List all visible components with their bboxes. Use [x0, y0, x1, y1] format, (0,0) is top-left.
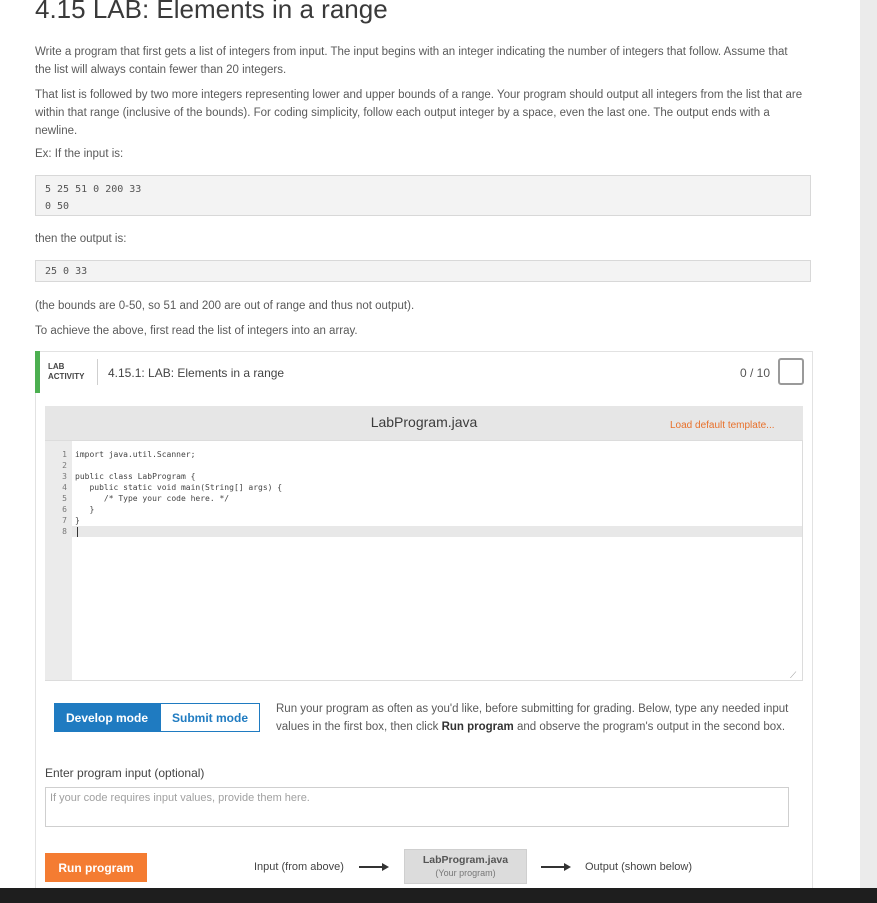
- lab-accent-bar: [35, 351, 40, 393]
- bottom-bar: [0, 888, 877, 903]
- instructions-paragraph-1: Write a program that first gets a list of integers from input. The input begins with an integer indicating the number of integers that follow. Assume that the list will always contain fewer than 20 integers.: [35, 46, 788, 76]
- example-intro: Ex: If the input is:: [35, 148, 124, 160]
- load-default-template-link[interactable]: Load default template...: [670, 420, 775, 431]
- mode-note-run-program: Run program: [441, 721, 514, 733]
- arrow-right-icon: [541, 863, 571, 871]
- code-line: }: [75, 505, 95, 514]
- line-number: 7: [62, 516, 67, 525]
- line-number: 4: [62, 483, 67, 492]
- line-number: 3: [62, 472, 67, 481]
- instructions-paragraph-2: That list is followed by two more integers representing lower and upper bounds of a range. Your program should output all integers from the list that are within that range (inclusive of the bounds). For coding simplicity, follow each output integer by a space, even the last one. The output ends with a newline.: [35, 89, 803, 137]
- lab-activity-title: 4.15.1: LAB: Elements in a range: [108, 366, 285, 380]
- code-line: /* Type your code here. */: [75, 494, 230, 503]
- code-line: public class LabProgram {: [75, 472, 196, 481]
- page-scroll-track[interactable]: [860, 0, 877, 888]
- run-program-button[interactable]: Run program: [45, 853, 147, 882]
- lab-activity-tag: LAB ACTIVITY: [48, 362, 85, 381]
- array-note: To achieve the above, first read the list of integers into an array.: [35, 325, 358, 337]
- lab-score: 0 / 10: [740, 366, 771, 380]
- flow-input-label: Input (from above): [254, 861, 344, 873]
- line-number: 5: [62, 494, 67, 503]
- active-line-highlight: [72, 526, 802, 537]
- develop-mode-button[interactable]: Develop mode: [54, 703, 160, 732]
- line-number: 2: [62, 461, 67, 470]
- code-line: }: [75, 516, 80, 525]
- line-number: 6: [62, 505, 67, 514]
- page-title: 4.15 LAB: Elements in a range: [35, 0, 388, 24]
- mode-note-text-end: and observe the program's output in the second box.: [513, 721, 786, 733]
- flow-program-sub: (Your program): [435, 868, 496, 878]
- resize-handle-icon[interactable]: ⟋: [790, 670, 797, 680]
- editor-filename: LabProgram.java: [370, 414, 478, 430]
- line-number: 1: [62, 450, 67, 459]
- mode-note-text: Run your program as often as you'd like, before submitting for grading. Below, type any needed input values in the first box, then click: [276, 703, 789, 733]
- code-line: public static void main(String[] args) {: [75, 483, 283, 492]
- example-input-block: 5 25 51 0 200 33 0 50: [35, 175, 811, 216]
- flow-program-name: LabProgram.java: [422, 854, 509, 866]
- then-output-text: then the output is:: [35, 233, 127, 245]
- submit-mode-button[interactable]: Submit mode: [160, 703, 260, 732]
- mode-instructions: [276, 700, 806, 736]
- arrow-right-icon: [359, 863, 389, 871]
- code-line: import java.util.Scanner;: [75, 450, 196, 459]
- text-cursor: [77, 527, 78, 537]
- flow-output-label: Output (shown below): [585, 861, 692, 873]
- bounds-note: (the bounds are 0-50, so 51 and 200 are out of range and thus not output).: [35, 300, 415, 312]
- completion-checkbox-icon: [778, 358, 804, 385]
- program-input-label: Enter program input (optional): [45, 766, 205, 780]
- lab-header-divider: [97, 359, 98, 385]
- example-output-block: 25 0 33: [35, 260, 811, 282]
- line-number: 8: [62, 527, 67, 536]
- flow-program-box: [404, 849, 527, 884]
- program-input-field[interactable]: [45, 787, 789, 827]
